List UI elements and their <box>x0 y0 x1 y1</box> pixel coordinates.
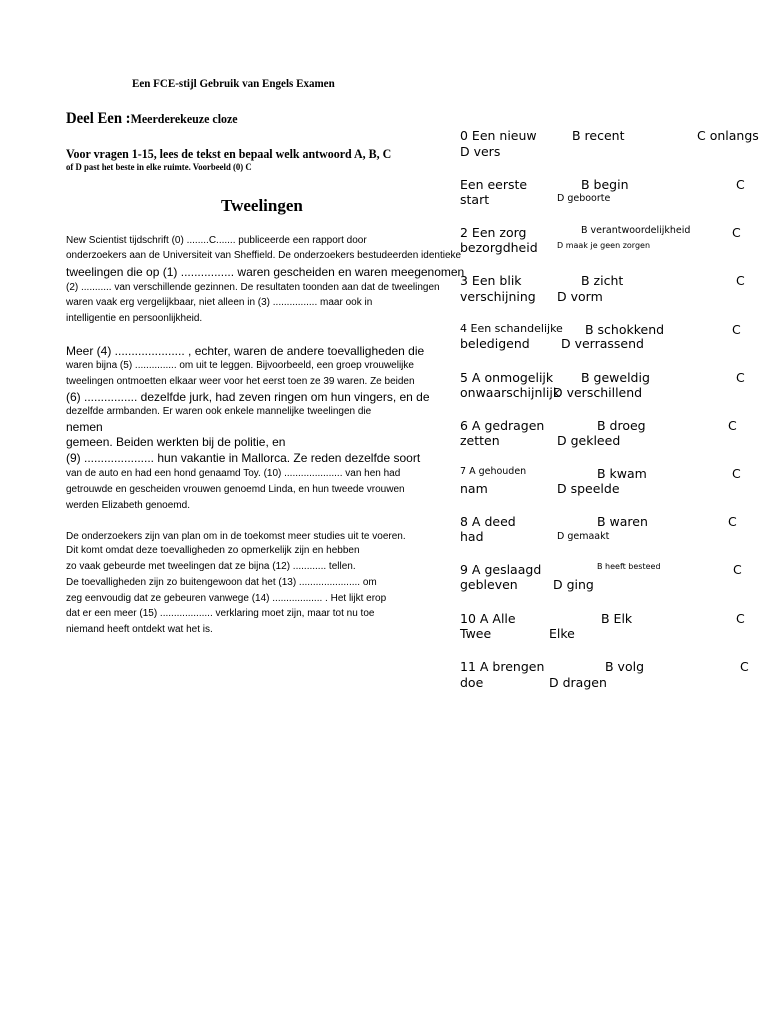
option-d: D speelde <box>557 481 620 496</box>
passage-line: intelligentie en persoonlijkheid. <box>66 313 203 324</box>
passage-line: waren vaak erg vergelijkbaar, niet alleen in (3) ................ maar ook in <box>66 297 373 308</box>
option-c: C <box>732 225 741 240</box>
option-b: B recent <box>572 128 625 143</box>
passage-line: zo vaak gebeurde met tweelingen dat ze bijna (12) ............ tellen. <box>66 561 356 572</box>
option-c: C <box>736 370 745 385</box>
option-b: B zicht <box>581 273 624 288</box>
passage-line: Dit komt omdat deze toevalligheden zo opmerkelijk zijn en hebben <box>66 545 360 556</box>
option-a: 6 A gedragen <box>460 418 545 433</box>
option-d: D vorm <box>557 289 603 304</box>
exam-title: Een FCE-stijl Gebruik van Engels Examen <box>132 76 335 90</box>
passage-line: De toevalligheden zijn zo buitengewoon dat het (13) ...................... om <box>66 577 377 588</box>
option-a-cont: bezorgdheid <box>460 240 538 255</box>
option-c: C <box>732 322 741 337</box>
passage-line: tweelingen ontmoetten elkaar weer voor het eerst toen ze 39 waren. Ze beiden <box>66 376 415 387</box>
option-a-cont: beledigend <box>460 336 530 351</box>
passage-line: (9) ..................... hun vakantie in Mallorca. Ze reden dezelfde soort <box>66 451 421 465</box>
option-d: D dragen <box>549 675 607 690</box>
option-a-cont: onwaarschijnlijk <box>460 385 561 400</box>
option-b: B heeft besteed <box>597 562 661 571</box>
option-a: 8 A deed <box>460 514 516 529</box>
option-a: 2 Een zorg <box>460 225 527 240</box>
passage-line: gemeen. Beiden werkten bij de politie, en <box>66 435 286 449</box>
passage-line: onderzoekers aan de Universiteit van Sheffield. De onderzoekers bestudeerden identieke <box>66 250 462 261</box>
option-d: D verschillend <box>553 385 643 400</box>
option-d: D ging <box>553 577 594 592</box>
option-c: C <box>732 466 741 481</box>
option-a-cont: doe <box>460 675 484 690</box>
passage-line: waren bijna (5) ............... om uit te leggen. Bijvoorbeeld, een groep vrouwelijke <box>66 360 414 371</box>
option-a-cont: gebleven <box>460 577 518 592</box>
option-c: C <box>736 273 745 288</box>
option-b: B kwam <box>597 466 647 481</box>
part-subtitle: Meerderekeuze cloze <box>130 111 238 126</box>
option-b: B waren <box>597 514 648 529</box>
passage-line: werden Elizabeth genoemd. <box>66 500 190 511</box>
passage-line: Meer (4) ..................... , echter, waren de andere toevalligheden die <box>66 344 425 358</box>
option-a-cont: had <box>460 529 484 544</box>
option-a-cont: start <box>460 192 490 207</box>
option-a: 10 A Alle <box>460 611 516 626</box>
passage-line: niemand heeft ontdekt wat het is. <box>66 624 213 635</box>
passage-line: (6) ................ dezelfde jurk, had zeven ringen om hun vingers, en de <box>66 390 430 404</box>
passage-line: (2) ........... van verschillende gezinnen. De resultaten toonden aan dat de tweelingen <box>66 282 440 293</box>
instructions-line-2: of D past het beste in elke ruimte. Voorbeeld (0) C <box>66 163 252 173</box>
passage-line: dezelfde armbanden. Er waren ook enkele mannelijke tweelingen die <box>66 406 372 417</box>
passage-line: nemen <box>66 420 103 434</box>
passage-line: van de auto en had een hond genaamd Toy. (10) ..................... van hen had <box>66 468 401 479</box>
option-a: 4 Een schandelijke <box>460 322 563 335</box>
option-d: D vers <box>460 144 501 159</box>
option-b: B geweldig <box>581 370 650 385</box>
option-c: C <box>728 514 737 529</box>
passage-title: Tweelingen <box>221 196 303 215</box>
option-d: Elke <box>549 626 575 641</box>
option-a: 0 Een nieuw <box>460 128 537 143</box>
option-a: 11 A brengen <box>460 659 545 674</box>
option-a-cont: verschijning <box>460 289 536 304</box>
option-c: C <box>736 611 745 626</box>
option-d: D gekleed <box>557 433 621 448</box>
option-a: 7 A gehouden <box>460 466 527 477</box>
option-c: C <box>740 659 749 674</box>
instructions-line-1: Voor vragen 1-15, lees de tekst en bepaal welk antwoord A, B, C <box>66 146 392 161</box>
option-a: 3 Een blik <box>460 273 522 288</box>
option-a-cont: zetten <box>460 433 500 448</box>
option-b: B droeg <box>597 418 646 433</box>
part-label: Deel Een : <box>66 110 131 127</box>
passage-line: zeg eenvoudig dat ze gebeuren vanwege (14) .................. . Het lijkt erop <box>66 593 387 604</box>
option-d: D maak je geen zorgen <box>557 241 651 250</box>
option-c: C <box>733 562 742 577</box>
option-b: B verantwoordelijkheid <box>581 225 691 236</box>
option-c: C <box>736 177 745 192</box>
passage-line: dat er een meer (15) ................... verklaring moet zijn, maar tot nu toe <box>66 608 375 619</box>
passage-line: tweelingen die op (1) ................ waren gescheiden en waren meegenomen <box>66 265 465 279</box>
passage-line: getrouwde en gescheiden vrouwen genoemd Linda, en hun tweede vrouwen <box>66 484 405 495</box>
option-c: C <box>728 418 737 433</box>
passage-line: De onderzoekers zijn van plan om in de toekomst meer studies uit te voeren. <box>66 531 406 542</box>
option-a: 9 A geslaagd <box>460 562 542 577</box>
option-a-cont: nam <box>460 481 488 496</box>
option-a: Een eerste <box>460 177 528 192</box>
option-b: B volg <box>605 659 645 674</box>
option-b: B Elk <box>601 611 633 626</box>
option-d: D verrassend <box>561 336 644 351</box>
option-a-cont: Twee <box>460 626 492 641</box>
option-d: D geboorte <box>557 193 611 204</box>
passage-line: New Scientist tijdschrift (0) ........C....... publiceerde een rapport door <box>66 235 367 246</box>
option-d: D gemaakt <box>557 531 610 542</box>
option-c: C onlangs <box>697 128 759 143</box>
option-b: B schokkend <box>585 322 665 337</box>
part-title <box>66 110 238 128</box>
option-a: 5 A onmogelijk <box>460 370 554 385</box>
option-b: B begin <box>581 177 629 192</box>
